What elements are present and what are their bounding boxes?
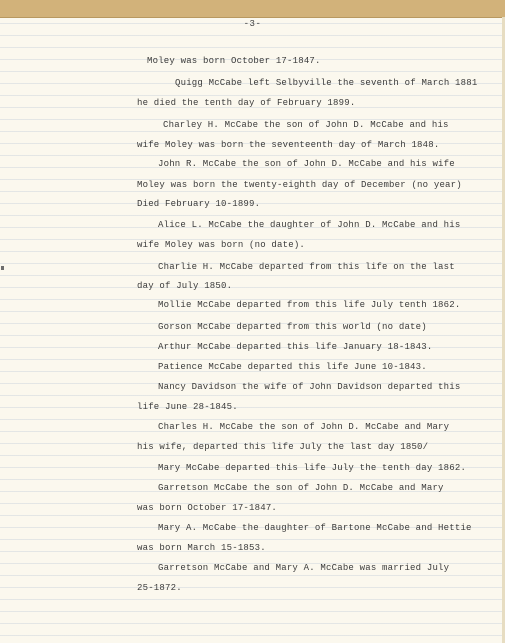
page-number: -3- bbox=[243, 19, 262, 29]
text-line-1: Moley was born October 17-1847. bbox=[147, 56, 321, 66]
text-line-6: John R. McCabe the son of John D. McCabe and his wife bbox=[158, 159, 455, 169]
text-line-5: wife Moley was born the seventeenth day of March 1848. bbox=[137, 140, 440, 150]
text-line-9: Alice L. McCabe the daughter of John D. McCabe and his bbox=[158, 220, 461, 230]
text-line-10: wife Moley was born (no date). bbox=[137, 240, 306, 250]
text-line-20: his wife, departed this life July the last day 1850/ bbox=[137, 442, 429, 452]
text-line-3: he died the tenth day of February 1899. bbox=[137, 98, 356, 108]
text-line-11: Charlie H. McCabe departed from this life on the last bbox=[158, 262, 455, 272]
binding-hole-mark bbox=[1, 266, 4, 270]
text-line-2: Quigg McCabe left Selbyville the seventh of March 1881 bbox=[175, 78, 478, 88]
text-line-23: was born October 17-1847. bbox=[137, 503, 278, 513]
text-line-24: Mary A. McCabe the daughter of Bartone McCabe and Hettie bbox=[158, 523, 472, 533]
text-line-27: 25-1872. bbox=[137, 583, 182, 593]
text-line-16: Patience McCabe departed this life June 10-1843. bbox=[158, 362, 427, 372]
text-line-21: Mary McCabe departed this life July the tenth day 1862. bbox=[158, 463, 467, 473]
text-line-17: Nancy Davidson the wife of John Davidson departed this bbox=[158, 382, 461, 392]
text-line-4: Charley H. McCabe the son of John D. McCabe and his bbox=[163, 120, 449, 130]
text-line-13: Mollie McCabe departed from this life July tenth 1862. bbox=[158, 300, 461, 310]
text-line-26: Garretson McCabe and Mary A. McCabe was married July bbox=[158, 563, 450, 573]
paper-top-band bbox=[0, 0, 505, 18]
text-line-19: Charles H. McCabe the son of John D. McCabe and Mary bbox=[158, 422, 450, 432]
text-line-15: Arthur McCabe departed this life January 18-1843. bbox=[158, 342, 433, 352]
text-line-7: Moley was born the twenty-eighth day of December (no year) bbox=[137, 180, 462, 190]
text-line-14: Gorson McCabe departed from this world (no date) bbox=[158, 322, 427, 332]
text-line-22: Garretson McCabe the son of John D. McCabe and Mary bbox=[158, 483, 444, 493]
text-line-12: day of July 1850. bbox=[137, 281, 233, 291]
text-line-8: Died February 10-1899. bbox=[137, 199, 261, 209]
text-line-18: life June 28-1845. bbox=[137, 402, 238, 412]
text-line-25: was born March 15-1853. bbox=[137, 543, 266, 553]
